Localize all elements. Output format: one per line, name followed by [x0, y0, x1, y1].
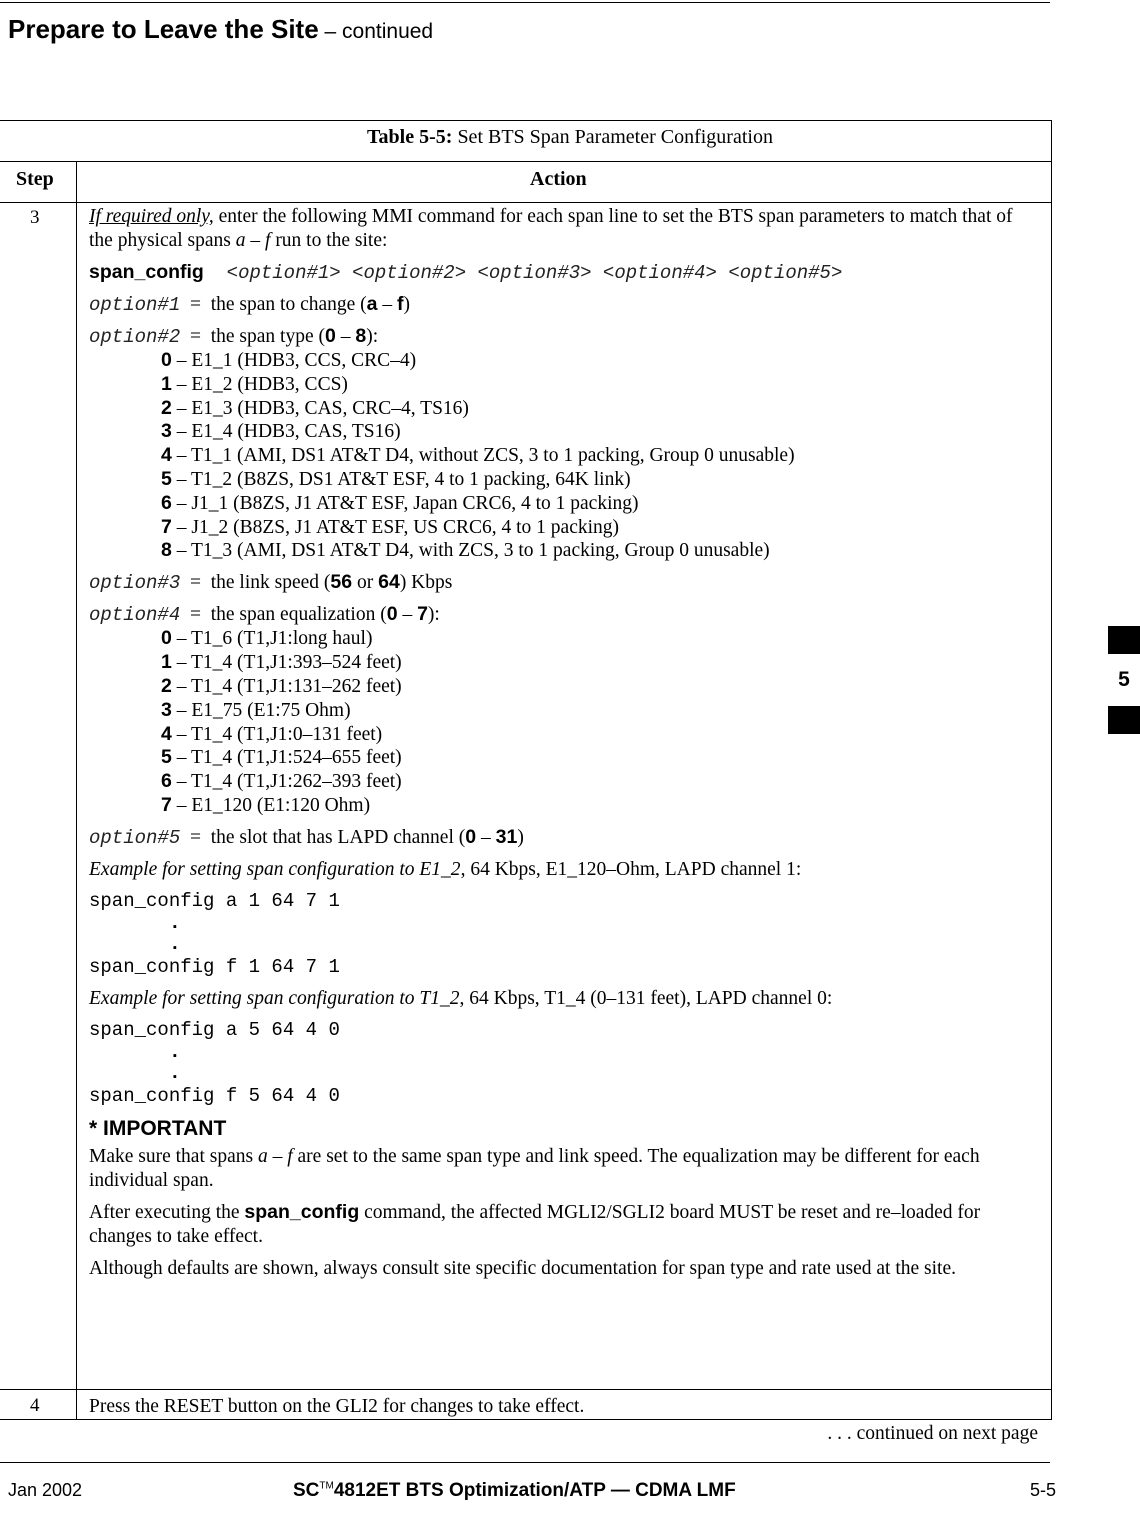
footer-rule [0, 1462, 1050, 1463]
step-number-3: 3 [30, 207, 40, 228]
side-tab-marker-top [1108, 626, 1140, 654]
dot: . [169, 933, 181, 956]
equalization-item [161, 699, 1039, 723]
footer-title [293, 1480, 736, 1502]
caption-text: Set BTS Span Parameter Configuration [452, 126, 773, 148]
option-5-label: option#5 [89, 826, 181, 849]
table-caption [0, 126, 1140, 149]
side-tab-marker-bottom [1108, 706, 1140, 734]
option-3 [89, 571, 1039, 595]
option-2 [89, 325, 1039, 349]
span-type-code: 0 [161, 349, 172, 372]
span-type-item [161, 492, 1039, 516]
option-2-label: option#2 [89, 325, 181, 348]
important-2-command: span_config [244, 1201, 360, 1224]
table-caption-rule [0, 161, 1052, 162]
span-type-description: – J1_1 (B8ZS, J1 AT&T ESF, Japan CRC6, 4 to 1 packing) [171, 492, 639, 514]
continued-note: . . . continued on next page [827, 1423, 1038, 1444]
span-type-item [161, 516, 1039, 540]
option-2-dash: – [335, 325, 356, 347]
option-3-end: ) Kbps [399, 572, 453, 594]
span-type-code: 4 [161, 444, 172, 467]
span-type-item [161, 444, 1039, 468]
intro-condition: If required only, [89, 206, 214, 227]
step-number-4: 4 [30, 1395, 40, 1416]
important-label: * IMPORTANT [89, 1116, 227, 1140]
span-type-description: – E1_4 (HDB3, CAS, TS16) [171, 421, 401, 443]
equalization-code: 7 [161, 793, 172, 816]
important-paragraph-3: Although defaults are shown, always consult site specific documentation for span type and rate used at the site. [89, 1257, 956, 1279]
span-type-list [161, 349, 1039, 563]
option-5-from: 0 [465, 825, 477, 848]
option-3-text: = the link speed ( [180, 572, 331, 594]
example-1-italic: Example for setting span configuration to E1_2 [89, 858, 461, 880]
span-type-code: 7 [161, 515, 172, 538]
option-3-speed-64: 64 [378, 571, 400, 594]
equalization-code: 4 [161, 722, 172, 745]
option-2-end: ): [366, 325, 379, 347]
table-right-border [1051, 121, 1052, 1419]
span-type-code: 1 [161, 372, 172, 395]
example-1-first-command: span_config a 1 64 7 1 [89, 889, 340, 912]
span-type-code: 5 [161, 467, 172, 490]
equalization-list [161, 627, 1039, 817]
option-3-or: or [352, 572, 379, 594]
equalization-description: – T1_6 (T1,J1:long haul) [171, 628, 373, 650]
option-4-from: 0 [386, 603, 398, 626]
table-column-divider [76, 161, 77, 1419]
column-header-action: Action [530, 168, 587, 190]
span-type-description: – E1_3 (HDB3, CAS, CRC–4, TS16) [171, 397, 469, 419]
option-1 [89, 293, 1039, 317]
span-type-description: – E1_1 (HDB3, CCS, CRC–4) [171, 350, 417, 372]
equalization-description: – E1_120 (E1:120 Ohm) [171, 794, 371, 816]
example-2-rest: , 64 Kbps, T1_4 (0–131 feet), LAPD channel 0: [459, 987, 833, 1009]
equalization-item [161, 675, 1039, 699]
option-5 [89, 826, 1039, 850]
option-2-to: 8 [355, 324, 367, 347]
equalization-description: – T1_4 (T1,J1:393–524 feet) [171, 652, 402, 674]
option-5-to: 31 [495, 825, 518, 848]
example-1-last-command: span_config f 1 64 7 1 [89, 955, 340, 978]
option-4-label: option#4 [89, 604, 181, 627]
option-1-to: f [397, 292, 404, 315]
equalization-description: – T1_4 (T1,J1:262–393 feet) [171, 771, 402, 793]
option-4-to: 7 [417, 603, 428, 626]
option-4-end: ): [427, 604, 440, 626]
table-bottom-rule [0, 1419, 1052, 1420]
step-4-action: Press the RESET button on the GLI2 for changes to take effect. [89, 1396, 585, 1417]
span-type-description: – T1_3 (AMI, DS1 AT&T D4, with ZCS, 3 to 1 packing, Group 0 unusable) [171, 540, 770, 562]
header-rule [0, 2, 1050, 3]
footer-date: Jan 2002 [8, 1480, 83, 1500]
span-type-item [161, 539, 1039, 563]
option-4-text: = the span equalization ( [180, 604, 387, 626]
span-type-code: 3 [161, 420, 172, 443]
option-2-from: 0 [324, 324, 336, 347]
example-2-ellipsis [169, 1042, 1039, 1085]
footer-title-sc: SC [293, 1480, 320, 1501]
example-2-last-command: span_config f 5 64 4 0 [89, 1084, 340, 1107]
header-title: Prepare to Leave the Site [8, 14, 319, 44]
option-1-end: ) [403, 293, 411, 315]
equalization-item [161, 794, 1039, 818]
equalization-item [161, 651, 1039, 675]
command-args: <option#1> <option#2> <option#3> <option#4> <option#5> [203, 261, 843, 284]
footer-page-number: 5-5 [1029, 1480, 1056, 1500]
option-1-from: a [366, 292, 378, 315]
option-5-dash: – [476, 826, 496, 848]
side-tab-chapter: 5 [1118, 668, 1130, 691]
span-type-code: 2 [161, 396, 172, 419]
span-type-code: 8 [161, 539, 172, 562]
equalization-description: – E1_75 (E1:75 Ohm) [171, 699, 351, 721]
important-paragraph-2 [89, 1201, 1039, 1249]
option-5-end: ) [517, 826, 524, 848]
equalization-item [161, 723, 1039, 747]
option-3-label: option#3 [89, 572, 181, 595]
span-type-item [161, 397, 1039, 421]
example-1-ellipsis [169, 913, 1039, 956]
footer-title-tm: TM [319, 1480, 334, 1492]
span-type-item [161, 468, 1039, 492]
span-type-code: 6 [161, 491, 172, 514]
equalization-item [161, 627, 1039, 651]
step-3-action [89, 205, 1039, 1288]
equalization-code: 2 [161, 675, 172, 698]
option-4-dash: – [397, 604, 418, 626]
equalization-item [161, 746, 1039, 770]
option-1-dash: – [377, 293, 398, 315]
important-1-end: are set to the same span type and link speed. The equalization may be different for each individual span. [89, 1146, 980, 1192]
option-5-text: = the slot that has LAPD channel ( [180, 826, 466, 848]
important-1-range: a – f [257, 1146, 293, 1168]
example-1-rest: , 64 Kbps, E1_120–Ohm, LAPD channel 1: [460, 858, 802, 880]
option-1-text: = the span to change ( [180, 293, 367, 315]
important-2-end: command, the affected MGLI2/SGLI2 board MUST be reset and re–loaded for changes to take effect. [89, 1202, 981, 1247]
example-2-heading [89, 987, 1039, 1011]
dot: . [169, 911, 181, 934]
command-name: span_config [89, 260, 204, 283]
important-2-start: After executing the [89, 1202, 245, 1224]
span-type-item [161, 349, 1039, 373]
equalization-code: 5 [161, 746, 172, 769]
span-type-description: – J1_2 (B8ZS, J1 AT&T ESF, US CRC6, 4 to 1 packing) [171, 516, 620, 538]
intro-span-range: a – f [235, 229, 271, 251]
column-header-step: Step [16, 168, 54, 190]
option-3-speed-56: 56 [330, 571, 353, 594]
page-header [8, 14, 433, 45]
equalization-code: 3 [161, 698, 172, 721]
equalization-code: 6 [161, 770, 172, 793]
span-type-description: – E1_2 (HDB3, CCS) [171, 373, 348, 395]
equalization-description: – T1_4 (T1,J1:524–655 feet) [171, 747, 402, 769]
header-continued: – continued [318, 20, 434, 43]
intro-paragraph [89, 205, 1039, 253]
equalization-code: 1 [161, 651, 172, 674]
span-type-description: – T1_1 (AMI, DS1 AT&T D4, without ZCS, 3 to 1 packing, Group 0 unusable) [171, 445, 795, 467]
option-2-text: = the span type ( [180, 325, 325, 347]
important-1-start: Make sure that spans [89, 1146, 258, 1168]
dot: . [169, 1040, 181, 1063]
option-1-label: option#1 [89, 293, 181, 316]
example-1-heading [89, 858, 1039, 882]
equalization-description: – T1_4 (T1,J1:131–262 feet) [171, 676, 402, 698]
span-type-item [161, 420, 1039, 444]
option-4 [89, 603, 1039, 627]
table-row-rule [0, 1389, 1052, 1390]
caption-label: Table 5-5: [367, 126, 453, 148]
equalization-item [161, 770, 1039, 794]
important-paragraph-1 [89, 1145, 1039, 1193]
example-2-first-command: span_config a 5 64 4 0 [89, 1018, 340, 1041]
intro-text-end: run to the site: [270, 229, 388, 251]
equalization-description: – T1_4 (T1,J1:0–131 feet) [171, 723, 383, 745]
span-type-description: – T1_2 (B8ZS, DS1 AT&T ESF, 4 to 1 packing, 64K link) [171, 468, 631, 490]
table-header-rule [0, 202, 1052, 203]
footer-title-rest: 4812ET BTS Optimization/ATP — CDMA LMF [333, 1480, 736, 1501]
dot: . [169, 1062, 181, 1085]
command-syntax [89, 261, 1039, 285]
equalization-code: 0 [161, 627, 172, 650]
example-2-italic: Example for setting span configuration to T1_2 [89, 987, 460, 1009]
intro-text: enter the following MMI command for each span line to set the BTS span parameters to match that of the physical spans [89, 206, 1013, 251]
span-type-item [161, 373, 1039, 397]
